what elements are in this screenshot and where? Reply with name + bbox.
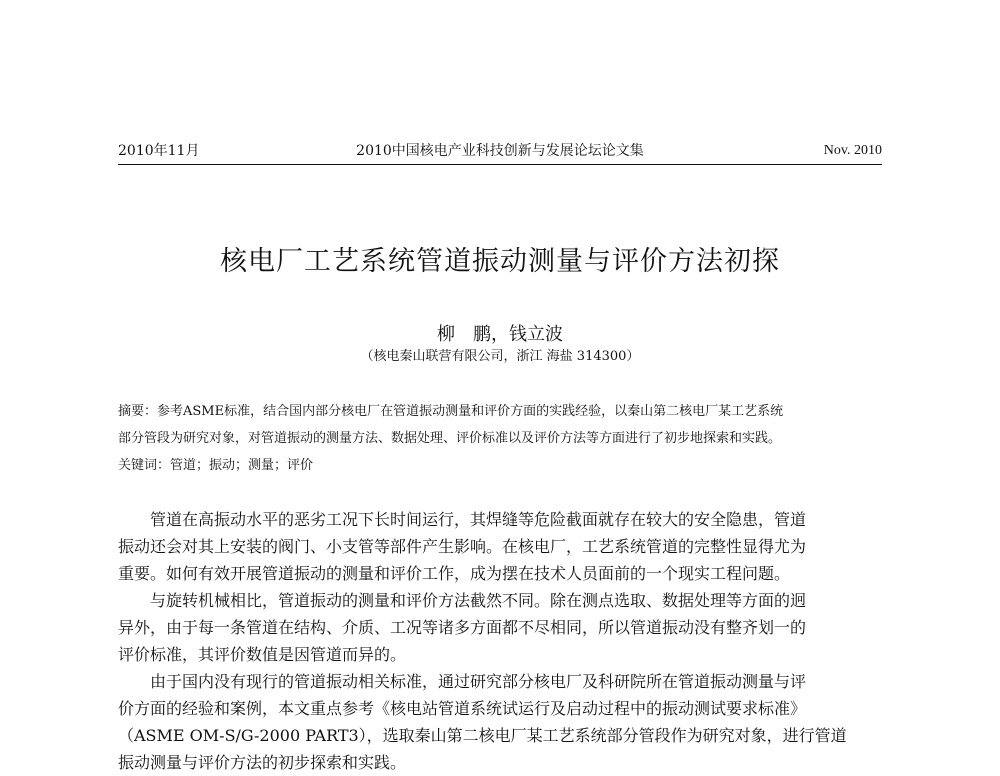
author-list: 柳 鹏，钱立波 bbox=[437, 324, 563, 345]
keywords-line: 关键词：管道；振动；测量；评价 bbox=[118, 458, 314, 473]
paper-title: 核电厂工艺系统管道振动测量与评价方法初探 bbox=[220, 246, 780, 277]
paragraph-line: 评价标准，其评价数值是因管道而异的。 bbox=[118, 645, 407, 664]
paragraph-line: 振动测量与评价方法的初步探索和实践。 bbox=[118, 753, 407, 772]
abstract-line: 摘要：参考ASME标准，结合国内部分核电厂在管道振动测量和评价方面的实践经验，以秦山第二核电厂某工艺系统 bbox=[118, 404, 784, 419]
paragraph-line: 异外，由于每一条管道在结构、介质、工况等诸多方面都不尽相同，所以管道振动没有整齐划一的 bbox=[118, 618, 807, 637]
running-header bbox=[118, 140, 882, 162]
author-affiliation: （核电秦山联营有限公司，浙江 海盐 314300） bbox=[360, 349, 640, 364]
paragraph-line: 与旋转机械相比，管道振动的测量和评价方法截然不同。除在测点选取、数据处理等方面的迥 bbox=[150, 591, 807, 610]
paragraph-line: 由于国内没有现行的管道振动相关标准，通过研究部分核电厂及科研院所在管道振动测量与评 bbox=[150, 672, 807, 691]
header-proceedings-title: 2010中国核电产业科技创新与发展论坛论文集 bbox=[356, 143, 644, 159]
paragraph-line: 价方面的经验和案例，本文重点参考《核电站管道系统试运行及启动过程中的振动测试要求标准》 bbox=[118, 699, 807, 718]
paragraph-line: 重要。如何有效开展管道振动的测量和评价工作，成为摆在技术人员面前的一个现实工程问题。 bbox=[118, 564, 791, 583]
body-text bbox=[118, 506, 882, 776]
abstract-line: 部分管段为研究对象，对管道振动的测量方法、数据处理、评价标准以及评价方法等方面进行了初步地探索和实践。 bbox=[118, 431, 782, 446]
header-date-cn: 2010年11月 bbox=[118, 143, 200, 159]
abstract-block bbox=[118, 398, 882, 479]
paragraph-line: （ASME OM-S/G-2000 PART3），选取秦山第二核电厂某工艺系统部分管段作为研究对象，进行管道 bbox=[118, 726, 847, 745]
paragraph-line: 振动还会对其上安装的阀门、小支管等部件产生影响。在核电厂，工艺系统管道的完整性显得尤为 bbox=[118, 537, 807, 556]
header-divider bbox=[118, 164, 882, 165]
paragraph-line: 管道在高振动水平的恶劣工况下长时间运行，其焊缝等危险截面就存在较大的安全隐患，管道 bbox=[150, 510, 807, 529]
header-date-en: Nov. 2010 bbox=[823, 143, 882, 158]
